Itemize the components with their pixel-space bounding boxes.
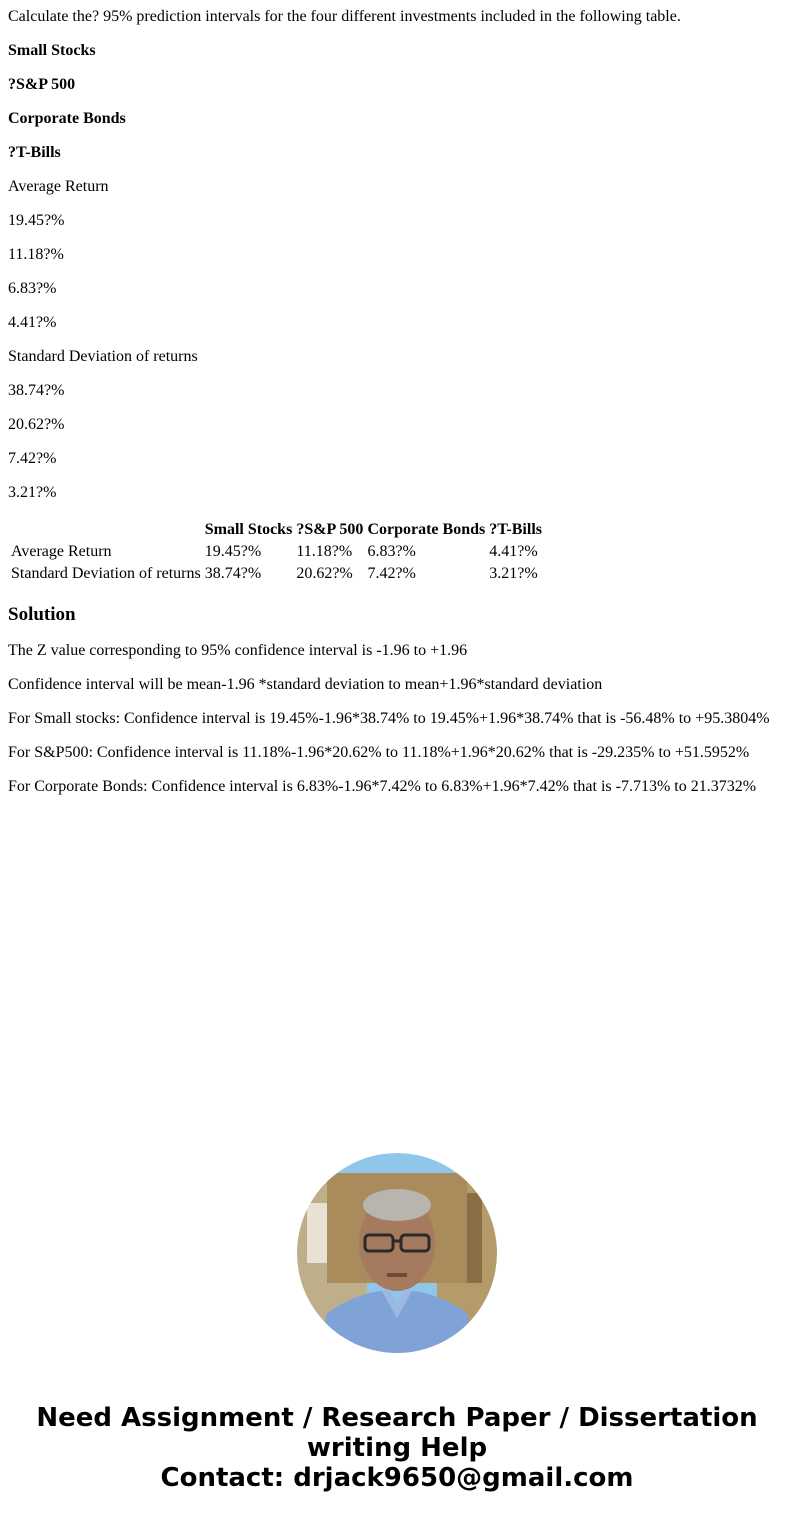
document-body xyxy=(8,8,786,812)
promo-contact: Contact: drjack9650@gmail.com xyxy=(160,1463,634,1493)
solution-line: For Small stocks: Confidence interval is 19.45%-1.96*38.74% to 19.45%+1.96*38.74% that is -56.48% to +95.3804% xyxy=(8,710,770,727)
table-cell: 6.83?% xyxy=(367,543,416,560)
solution-line: The Z value corresponding to 95% confidence interval is -1.96 to +1.96 xyxy=(8,642,468,659)
table-cell: 38.74?% xyxy=(204,565,262,582)
table-header-cell: ?T-Bills xyxy=(489,521,542,538)
table-cell: 20.62?% xyxy=(296,565,353,582)
table-row xyxy=(10,564,543,584)
table-cell: Average Return xyxy=(11,543,112,560)
table-cell: 4.41?% xyxy=(489,543,538,560)
avatar-portrait-image xyxy=(297,1153,497,1353)
table-header-row xyxy=(10,520,543,540)
heading-small-stocks: Small Stocks xyxy=(8,42,96,59)
table-cell: 7.42?% xyxy=(367,565,416,582)
value-avg-small-stocks: 19.45?% xyxy=(8,212,65,229)
value-avg-sp500: 11.18?% xyxy=(8,246,64,263)
label-standard-deviation: Standard Deviation of returns xyxy=(8,348,198,365)
promo-line: Need Assignment / Research Paper / Dissertation xyxy=(36,1403,758,1433)
value-sd-corporate-bonds: 7.42?% xyxy=(8,450,57,467)
value-sd-small-stocks: 38.74?% xyxy=(8,382,65,399)
value-avg-tbills: 4.41?% xyxy=(8,314,57,331)
promo-line: writing Help xyxy=(306,1433,488,1463)
value-sd-sp500: 20.62?% xyxy=(8,416,65,433)
solution-line: For S&P500: Confidence interval is 11.18%-1.96*20.62% to 11.18%+1.96*20.62% that is -29.235% to +51.5952% xyxy=(8,744,750,761)
table-row xyxy=(10,542,543,562)
promo-banner xyxy=(0,1403,794,1493)
returns-table xyxy=(8,518,545,586)
heading-sp500: ?S&P 500 xyxy=(8,76,76,93)
table-cell: 11.18?% xyxy=(296,543,353,560)
table-header-cell: ?S&P 500 xyxy=(296,521,364,538)
heading-tbills: ?T-Bills xyxy=(8,144,61,161)
value-avg-corporate-bonds: 6.83?% xyxy=(8,280,57,297)
table-header-cell xyxy=(10,520,202,540)
heading-corporate-bonds: Corporate Bonds xyxy=(8,110,126,127)
table-cell: 19.45?% xyxy=(204,543,262,560)
author-avatar xyxy=(297,1153,497,1353)
solution-title: Solution xyxy=(8,604,76,625)
label-average-return: Average Return xyxy=(8,178,109,195)
table-header-cell: Corporate Bonds xyxy=(367,521,486,538)
table-cell: 3.21?% xyxy=(489,565,538,582)
question-intro: Calculate the? 95% prediction intervals for the four different investments included in the following table. xyxy=(8,8,681,25)
value-sd-tbills: 3.21?% xyxy=(8,484,57,501)
table-cell: Standard Deviation of returns xyxy=(11,565,201,582)
solution-line: For Corporate Bonds: Confidence interval is 6.83%-1.96*7.42% to 6.83%+1.96*7.42% that is -7.713% to 21.3732% xyxy=(8,778,757,795)
table-header-cell: Small Stocks xyxy=(204,521,293,538)
solution-line: Confidence interval will be mean-1.96 *standard deviation to mean+1.96*standard deviation xyxy=(8,676,603,693)
